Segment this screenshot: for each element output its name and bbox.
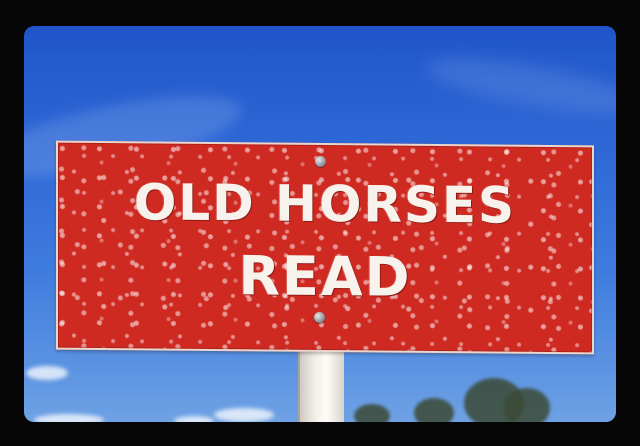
- sign-post: [298, 344, 344, 422]
- sign-text-line-1: OLD HORSES: [133, 173, 517, 235]
- cloud-bottom-center-2: [174, 416, 214, 422]
- sky-haze-upper: [422, 47, 616, 125]
- cloud-bottom-left: [34, 414, 104, 422]
- tree: [414, 398, 454, 422]
- sign-board: [56, 141, 594, 355]
- photograph: [24, 26, 616, 422]
- cloud-left: [26, 366, 68, 380]
- bolt-top: [315, 156, 326, 167]
- bolt-bottom: [314, 312, 325, 323]
- cloud-bottom-center: [214, 408, 274, 422]
- tree: [504, 388, 550, 422]
- sign-text-line-2: READ: [238, 244, 412, 309]
- tree: [354, 404, 390, 422]
